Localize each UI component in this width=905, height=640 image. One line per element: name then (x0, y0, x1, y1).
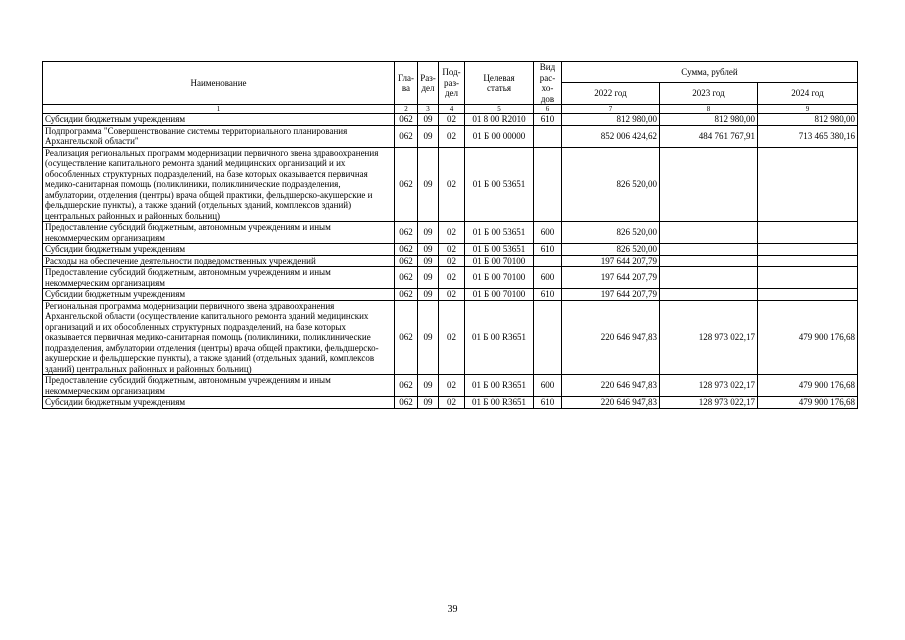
cell-podrazdel: 02 (439, 255, 465, 267)
table-row (43, 222, 858, 244)
header-target (465, 62, 534, 105)
cell-podrazdel: 02 (439, 125, 465, 147)
cell-podrazdel: 02 (439, 147, 465, 222)
table-body (43, 114, 858, 409)
cell-razdel: 09 (418, 397, 439, 409)
table-row (43, 267, 858, 289)
cell-sum-2023: 128 973 022,17 (660, 300, 758, 375)
col-number: 3 (418, 105, 439, 114)
table-row (43, 244, 858, 256)
header-year-2024: 2024 год (758, 83, 858, 105)
column-number-row (43, 105, 858, 114)
header-glava-text: Гла- ва (397, 72, 414, 93)
cell-expense-type: 610 (534, 114, 562, 126)
header-sum: Сумма, рублей (562, 62, 858, 83)
cell-sum-2022: 220 646 947,83 (562, 375, 660, 397)
table-row (43, 114, 858, 126)
table-row (43, 300, 858, 375)
cell-glava: 062 (395, 397, 418, 409)
cell-sum-2022: 197 644 207,79 (562, 267, 660, 289)
cell-expense-type: 600 (534, 267, 562, 289)
cell-sum-2023 (660, 289, 758, 301)
table-row (43, 397, 858, 409)
cell-podrazdel: 02 (439, 267, 465, 289)
cell-target-article: 01 Б 00 70100 (465, 289, 534, 301)
cell-target-article: 01 Б 00 53651 (465, 244, 534, 256)
cell-expense-type: 610 (534, 397, 562, 409)
header-podrazdel (439, 62, 465, 105)
header-vid (534, 62, 562, 105)
header-target-text: Целевая статья (483, 72, 515, 93)
cell-sum-2024: 479 900 176,68 (758, 397, 858, 409)
col-number: 4 (439, 105, 465, 114)
cell-razdel: 09 (418, 300, 439, 375)
header-razdel-text: Раз- дел (420, 72, 436, 93)
cell-sum-2023: 128 973 022,17 (660, 397, 758, 409)
cell-sum-2024 (758, 222, 858, 244)
cell-name: Субсидии бюджетным учреждениям (43, 289, 395, 301)
header-podrazdel-text: Под- раз- дел (442, 67, 461, 99)
cell-podrazdel: 02 (439, 397, 465, 409)
cell-glava: 062 (395, 222, 418, 244)
cell-sum-2023 (660, 267, 758, 289)
cell-expense-type: 610 (534, 289, 562, 301)
cell-sum-2024 (758, 267, 858, 289)
cell-razdel: 09 (418, 375, 439, 397)
cell-sum-2023 (660, 244, 758, 256)
cell-target-article: 01 Б 00 53651 (465, 147, 534, 222)
header-year-2023: 2023 год (660, 83, 758, 105)
cell-target-article: 01 Б 00 53651 (465, 222, 534, 244)
cell-expense-type (534, 300, 562, 375)
cell-sum-2022: 826 520,00 (562, 222, 660, 244)
cell-razdel: 09 (418, 267, 439, 289)
cell-target-article: 01 Б 00 00000 (465, 125, 534, 147)
cell-sum-2022: 852 006 424,62 (562, 125, 660, 147)
cell-razdel: 09 (418, 255, 439, 267)
cell-name: Реализация региональных программ модернизации первичного звена здравоохранения (осуществление капитального ремонта зданий медицинских организаций и их обособленных структурных подразделений, на базе которых оказывается первичная медико-санитарная помощь (поликлиники, поликлинические подразделения, амбулатории, отделения (центры) врача общей практики, фельдшерско-акушерские и фельдшерские пункты), а также зданий (отдельных зданий, комплексов зданий) центральных районных и районных больниц) (43, 147, 395, 222)
cell-glava: 062 (395, 300, 418, 375)
cell-sum-2022: 826 520,00 (562, 244, 660, 256)
header-year-2022: 2022 год (562, 83, 660, 105)
cell-sum-2024 (758, 289, 858, 301)
col-number: 9 (758, 105, 858, 114)
cell-podrazdel: 02 (439, 289, 465, 301)
cell-glava: 062 (395, 289, 418, 301)
cell-target-article: 01 Б 00 70100 (465, 267, 534, 289)
cell-name: Предоставление субсидий бюджетным, автономным учреждениям и иным некоммерческим организациям (43, 375, 395, 397)
cell-name: Подпрограмма "Совершенствование системы территориального планирования Архангельской области" (43, 125, 395, 147)
cell-sum-2023: 484 761 767,91 (660, 125, 758, 147)
cell-name: Субсидии бюджетным учреждениям (43, 397, 395, 409)
cell-podrazdel: 02 (439, 222, 465, 244)
cell-sum-2023: 128 973 022,17 (660, 375, 758, 397)
cell-razdel: 09 (418, 222, 439, 244)
cell-podrazdel: 02 (439, 114, 465, 126)
cell-expense-type (534, 125, 562, 147)
header-glava (395, 62, 418, 105)
cell-sum-2024 (758, 244, 858, 256)
cell-sum-2024: 812 980,00 (758, 114, 858, 126)
cell-target-article: 01 Б 00 R3651 (465, 397, 534, 409)
cell-razdel: 09 (418, 289, 439, 301)
cell-razdel: 09 (418, 244, 439, 256)
cell-target-article: 01 8 00 R2010 (465, 114, 534, 126)
cell-sum-2022: 220 646 947,83 (562, 397, 660, 409)
cell-name: Предоставление субсидий бюджетным, автономным учреждениям и иным некоммерческим организациям (43, 267, 395, 289)
cell-glava: 062 (395, 125, 418, 147)
cell-target-article: 01 Б 00 R3651 (465, 300, 534, 375)
cell-expense-type: 600 (534, 375, 562, 397)
cell-razdel: 09 (418, 125, 439, 147)
cell-name: Предоставление субсидий бюджетным, автономным учреждениям и иным некоммерческим организациям (43, 222, 395, 244)
cell-sum-2022: 812 980,00 (562, 114, 660, 126)
cell-sum-2022: 197 644 207,79 (562, 255, 660, 267)
cell-razdel: 09 (418, 114, 439, 126)
cell-sum-2023 (660, 147, 758, 222)
cell-sum-2023 (660, 255, 758, 267)
table-row (43, 375, 858, 397)
cell-sum-2023 (660, 222, 758, 244)
cell-sum-2024 (758, 147, 858, 222)
table-row (43, 147, 858, 222)
cell-sum-2022: 220 646 947,83 (562, 300, 660, 375)
cell-expense-type (534, 255, 562, 267)
cell-glava: 062 (395, 114, 418, 126)
cell-sum-2023: 812 980,00 (660, 114, 758, 126)
header-name: Наименование (43, 62, 395, 105)
cell-sum-2022: 197 644 207,79 (562, 289, 660, 301)
budget-table (42, 61, 858, 409)
cell-sum-2024 (758, 255, 858, 267)
header-razdel (418, 62, 439, 105)
cell-target-article: 01 Б 00 70100 (465, 255, 534, 267)
cell-glava: 062 (395, 244, 418, 256)
col-number: 7 (562, 105, 660, 114)
cell-podrazdel: 02 (439, 300, 465, 375)
col-number: 6 (534, 105, 562, 114)
cell-glava: 062 (395, 375, 418, 397)
cell-sum-2024: 713 465 380,16 (758, 125, 858, 147)
cell-expense-type: 600 (534, 222, 562, 244)
cell-expense-type: 610 (534, 244, 562, 256)
cell-name: Региональная программа модернизации первичного звена здравоохранения Архангельской области (осуществление капитального ремонта зданий медицинских организаций и их обособленных структурных подразделений, на базе которых оказывается первичная медико-санитарная помощь (поликлиники, поликлинические подразделения, амбулатории отделения (центры) врача общей практики, фельдшерско-акушерские и фельдшерские пункты), а также зданий (отдельных зданий, комплексов зданий) центральных районных и районных больниц) (43, 300, 395, 375)
cell-podrazdel: 02 (439, 375, 465, 397)
cell-name: Субсидии бюджетным учреждениям (43, 114, 395, 126)
page-number: 39 (447, 604, 458, 615)
cell-sum-2024: 479 900 176,68 (758, 300, 858, 375)
table-row (43, 125, 858, 147)
cell-target-article: 01 Б 00 R3651 (465, 375, 534, 397)
table-row (43, 289, 858, 301)
col-number: 1 (43, 105, 395, 114)
col-number: 2 (395, 105, 418, 114)
cell-sum-2022: 826 520,00 (562, 147, 660, 222)
cell-expense-type (534, 147, 562, 222)
col-number: 5 (465, 105, 534, 114)
cell-podrazdel: 02 (439, 244, 465, 256)
cell-name: Расходы на обеспечение деятельности подведомственных учреждений (43, 255, 395, 267)
cell-glava: 062 (395, 255, 418, 267)
cell-sum-2024: 479 900 176,68 (758, 375, 858, 397)
cell-name: Субсидии бюджетным учреждениям (43, 244, 395, 256)
cell-razdel: 09 (418, 147, 439, 222)
header-vid-text: Вид рас- хо- дов (539, 62, 556, 104)
col-number: 8 (660, 105, 758, 114)
cell-glava: 062 (395, 267, 418, 289)
cell-glava: 062 (395, 147, 418, 222)
table-row (43, 255, 858, 267)
